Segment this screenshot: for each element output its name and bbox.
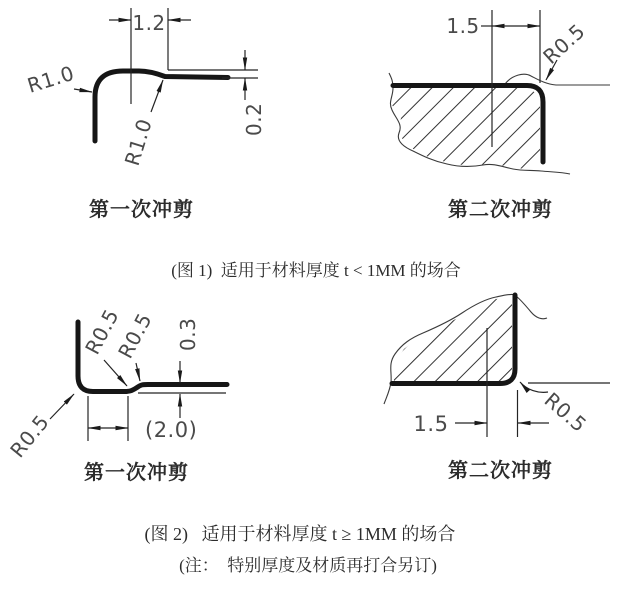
width-dimension-1-2 <box>109 8 191 104</box>
dim-label: 1.5 <box>446 14 480 38</box>
leader-line <box>50 394 74 419</box>
leader-line <box>74 89 92 92</box>
width-dimension-2-0 <box>88 396 197 442</box>
fig1-right-diagram <box>389 10 610 174</box>
step-dimension-0-3 <box>176 318 200 418</box>
fig1-left-caption: 第一次冲剪 <box>89 199 194 221</box>
radius-label: R0.5 <box>80 304 124 359</box>
dim-label: 0.2 <box>242 102 266 136</box>
break-line-wavy-top <box>516 296 547 319</box>
step-dimension-0-2 <box>168 50 266 136</box>
fig1-note: (图 1) 适用于材料厚度 t < 1MM 的场合 <box>171 261 461 280</box>
dim-label: 0.3 <box>176 317 200 351</box>
radius-label: R1.0 <box>119 115 157 169</box>
fig2-right-caption: 第二次冲剪 <box>448 460 553 482</box>
fig2-note: (图 2) 适用于材料厚度 t ≥ 1MM 的场合 <box>144 524 456 544</box>
radius-callout-corner <box>5 394 74 462</box>
radius-callout-corner <box>520 382 591 437</box>
leader-line <box>151 80 163 112</box>
fig1-right-caption: 第二次冲剪 <box>448 199 553 221</box>
fig1-left-diagram <box>24 8 266 168</box>
leader-line <box>104 360 127 386</box>
leader-line <box>136 363 140 381</box>
radius-callout-step <box>120 80 163 168</box>
dim-label: 1.2 <box>132 11 166 35</box>
fig2-left-diagram <box>5 305 227 462</box>
hatched-material-area <box>392 88 540 169</box>
radius-label: R1.0 <box>24 60 78 98</box>
dim-label: 1.5 <box>413 412 449 436</box>
sheet-edge-profile <box>95 71 228 141</box>
radius-callout-corner <box>538 19 590 80</box>
radius-label: R0.5 <box>539 387 592 438</box>
dim-label: (2.0) <box>145 418 198 442</box>
fig2-right-diagram <box>384 294 610 437</box>
radius-label: R0.5 <box>538 18 590 69</box>
radius-label: R0.5 <box>113 308 157 363</box>
fig2-left-caption: 第一次冲剪 <box>84 462 189 484</box>
radius-callout-outer <box>24 61 92 98</box>
radius-label: R0.5 <box>5 409 54 463</box>
footnote: (注： 特别厚度及材质再打合另订) <box>179 556 437 575</box>
